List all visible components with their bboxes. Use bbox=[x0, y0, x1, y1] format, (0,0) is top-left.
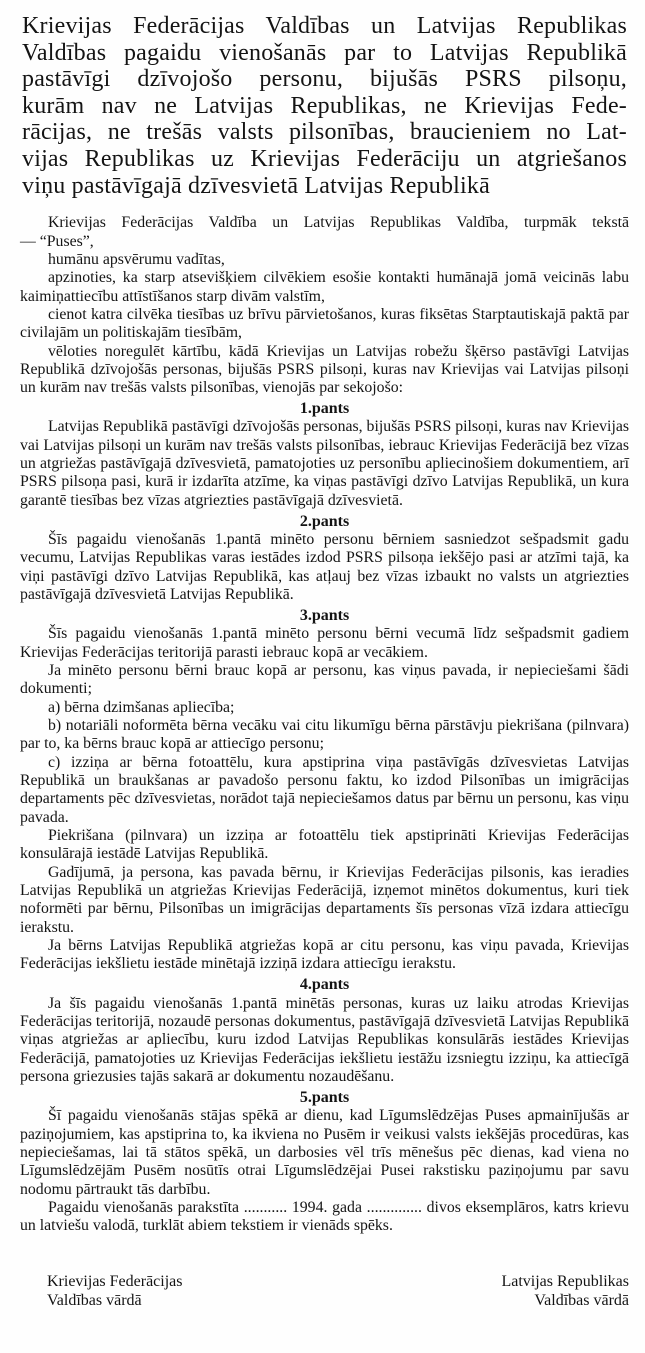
title-line: viņu pastāvīgajā dzīvesvietā Latvijas Republikā bbox=[22, 172, 490, 199]
preamble-intro-line1: Krievijas Federācijas Valdība un Latvijas Republikas Valdība, turpmāk tekstā bbox=[48, 214, 629, 232]
paragraph: Ja bērns Latvijas Republikā atgriežas kopā ar citu personu, kas viņu pavada, Krievijas Federācijas iekšlietu iestāde minētajā izziņā izdara attiecīgu ierakstu. bbox=[20, 937, 629, 973]
section-heading: 5.pants bbox=[299, 1088, 350, 1106]
paragraph: Piekrišana (pilnvara) un izziņa ar fotoattēlu tiek apstiprināti Krievijas Federācijas konsulārajā iestādē Latvijas Republikā. bbox=[20, 827, 629, 863]
preamble-intro-paragraph bbox=[20, 214, 629, 251]
paragraph: Šīs pagaidu vienošanās 1.pantā minēto personu bērniem sasniedzot sešpadsmit gadu vecumu, Latvijas Republikas varas iestādes izdod PSRS pilsoņa iekšējo pasi ar atzīmi tajā, ka viņi pastāvīgi dzīvo Latvijas Republikā, kas atļauj bez vīzas izbaukt no valsts un atgriezties pastāvīgajā dzīvesvietā Latvijas Republikā. bbox=[20, 531, 629, 604]
paragraph: Gadījumā, ja persona, kas pavada bērnu, ir Krievijas Federācijas pilsonis, kas ieradies Latvijas Republikā un atgriežas Krievijas Federācijā, izņemot minētos dokumentus, kuri tiek noformēti par bērnu, Pilsonības un imigrācijas departaments šīs personas vīzā izdara attiecīgu ierakstu. bbox=[20, 863, 629, 936]
title-line: kurām nav ne Latvijas Republikas, ne Krievijas Fede- bbox=[22, 92, 627, 119]
paragraph: c) izziņa ar bērna fotoattēlu, kura apstiprina viņa pastāvīgās dzīvesvietas Latvijas Republikā un braukšanas ar pavadošo personu faktu, ko izdod Pilsonības un imigrācijas departaments pēc dzīvesvietas, norādot tajā nepieciešamos datus par bērnu un personu, kas viņu pavada. bbox=[20, 753, 629, 826]
title-line: Valdības pagaidu vienošanās par to Latvijas Republikā bbox=[22, 39, 627, 66]
section-heading: 1.pants bbox=[299, 400, 350, 418]
paragraph: apzinoties, ka starp atsevišķiem cilvēkiem esošie kontakti humānajā jomā veicinās labu kaimiņattiecību attīstīšanos starp divām valstīm, bbox=[20, 269, 629, 305]
paragraph: cienot katra cilvēka tiesības uz brīvu pārvietošanos, kuras fiksētas Starptautiskajā paktā par civilajām un politiskajām tiesībām, bbox=[20, 305, 629, 342]
paragraph: humānu apsvērumu vadītas, bbox=[48, 250, 225, 268]
paragraph: vēloties noregulēt kārtību, kādā Krievijas un Latvijas robežu šķērso pastāvīgi Latvijas Republikā dzīvojošās personas, bijušās PSRS pilsoņi, kuras nav Krievijas vai Latvijas pilsoņi un kurām nav trešās valsts pilsonības, vienojās par sekojošo: bbox=[20, 342, 629, 397]
signature-block bbox=[20, 1272, 629, 1311]
title-line: pastāvīgi dzīvojošo personu, bijušās PSRS pilsoņu, bbox=[22, 66, 627, 93]
paragraph: a) bērna dzimšanas apliecība; bbox=[48, 698, 235, 716]
paragraph: Latvijas Republikā pastāvīgi dzīvojošās personas, bijušās PSRS pilsoņi, kuras nav Krievijas vai Latvijas pilsoņi un kurām nav trešās valsts pilsonības, iebrauc Krievijas Federācijā bez vīzas un atgriežas pastāvīgajā dzīvesvietā, pamatojoties uz personību apliecinošiem dokumentiem, arī PSRS pilsoņa pasi, kurā ir izdarīta atzīme, ka viņas pastāvīgi dzīvo Latvijas Republikā, un kura garantē tiesības bez vīzas atgriezties pastāvīgajā dzīvesvietā. bbox=[20, 418, 629, 509]
paragraph: Pagaidu vienošanās parakstīta ........... 1994. gada .............. divos eksemplāros, katrs krievu un latviešu valodā, turklāt abiem tekstiem ir vienāds spēks. bbox=[20, 1198, 629, 1235]
signatory-right bbox=[501, 1272, 629, 1311]
section-heading: 4.pants bbox=[299, 976, 350, 994]
section-heading: 2.pants bbox=[299, 512, 350, 530]
signatory-left bbox=[47, 1272, 183, 1311]
signatory-left-line1: Krievijas Federācijas bbox=[47, 1272, 183, 1290]
section-heading: 3.pants bbox=[299, 606, 350, 624]
paragraph: Šī pagaidu vienošanās stājas spēkā ar dienu, kad Līgumslēdzējas Puses apmainījušās ar paziņojumiem, kas apstiprina to, ka ikviena no Pusēm ir veikusi valsts iekšējās procedūras, kas nepieciešamas, lai tā stātos spēkā, un darbosies vēl trīs mēnešus pēc dienas, kad viena no Līgumslēdzējām Pusēm nosūtīs otrai Līgumslēdzējai Pusei rakstisku paziņojumu par savu nodomu pārtraukt tās darbību. bbox=[20, 1107, 629, 1198]
paragraph: Ja šīs pagaidu vienošanās 1.pantā minētās personas, kuras uz laiku atrodas Krievijas Federācijas teritorijā, nozaudē personas dokumentus, pastāvīgajā dzīvesvietā Latvijas Republikā viņas atgriežas ar apliecību, kuru izdod Latvijas Republikas konsulārās iestādes Krievijas Federācijā, pamatojoties uz Krievijas Federācijas iekšlietu iestāžu izsniegtu izziņu, ka attiecīgā persona griezusies tajās sakarā ar dokumentu nozaudēšanu. bbox=[20, 994, 629, 1085]
title-line: rācijas, ne trešās valsts pilsonības, braucieniem no Lat- bbox=[22, 119, 627, 146]
paragraph: Šīs pagaidu vienošanās 1.pantā minēto personu bērni vecumā līdz sešpadsmit gadiem Krievijas Federācijas teritorijā parasti iebrauc kopā ar vecākiem. bbox=[20, 625, 629, 661]
paragraph: Ja minēto personu bērni brauc kopā ar personu, kas viņus pavada, ir nepieciešami šādi dokumenti; bbox=[20, 661, 629, 698]
title-line: vijas Republikas uz Krievijas Federāciju un atgriešanos bbox=[22, 145, 627, 172]
signatory-right-line1: Latvijas Republikas bbox=[501, 1272, 629, 1290]
signatory-right-line2: Valdības vārdā bbox=[534, 1292, 629, 1310]
paragraph: b) notariāli noformēta bērna vecāku vai citu likumīgu bērna pārstāvju piekrišana (pilnvara) par to, ka bērns brauc kopā ar attiecīgo personu; bbox=[20, 716, 629, 753]
title-line: Krievijas Federācijas Valdības un Latvijas Republikas bbox=[22, 13, 627, 39]
document-body bbox=[20, 214, 629, 1235]
signatory-left-line2: Valdības vārdā bbox=[47, 1292, 142, 1310]
preamble-intro-line2: — “Puses”, bbox=[20, 232, 94, 250]
document-title bbox=[22, 13, 627, 199]
